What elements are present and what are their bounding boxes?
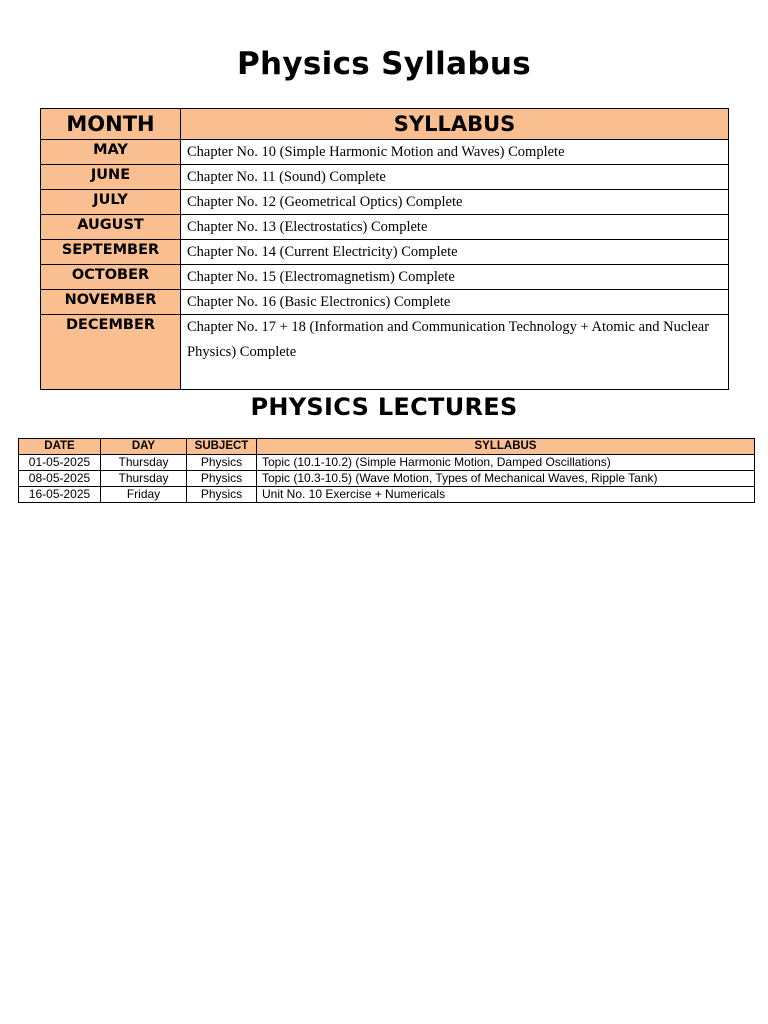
subject-cell: Physics <box>187 471 257 487</box>
day-column-header: DAY <box>101 439 187 455</box>
syllabus-cell: Chapter No. 12 (Geometrical Optics) Complete <box>181 190 729 215</box>
syllabus-cell: Chapter No. 11 (Sound) Complete <box>181 165 729 190</box>
table-row <box>41 215 729 240</box>
table-row <box>41 290 729 315</box>
month-cell: OCTOBER <box>41 265 181 290</box>
page-title: Physics Syllabus <box>237 46 531 82</box>
day-cell: Thursday <box>101 455 187 471</box>
month-cell: AUGUST <box>41 215 181 240</box>
table-row <box>41 140 729 165</box>
syllabus-cell: Topic (10.1-10.2) (Simple Harmonic Motion, Damped Oscillations) <box>257 455 755 471</box>
month-cell: DECEMBER <box>41 315 181 390</box>
syllabus-header-row <box>41 109 729 140</box>
syllabus-cell: Chapter No. 17 + 18 (Information and Communication Technology + Atomic and Nuclear Physics) Complete <box>181 315 729 390</box>
syllabus-cell: Chapter No. 14 (Current Electricity) Complete <box>181 240 729 265</box>
syllabus-cell: Chapter No. 13 (Electrostatics) Complete <box>181 215 729 240</box>
day-cell: Thursday <box>101 471 187 487</box>
month-cell: SEPTEMBER <box>41 240 181 265</box>
month-column-header: MONTH <box>41 109 181 140</box>
subject-cell: Physics <box>187 455 257 471</box>
date-cell: 01-05-2025 <box>19 455 101 471</box>
lectures-title: PHYSICS LECTURES <box>250 393 518 421</box>
table-row <box>41 165 729 190</box>
table-row <box>41 315 729 390</box>
syllabus-column-header: SYLLABUS <box>181 109 729 140</box>
syllabus-cell: Topic (10.3-10.5) (Wave Motion, Types of Mechanical Waves, Ripple Tank) <box>257 471 755 487</box>
subject-cell: Physics <box>187 487 257 503</box>
table-row <box>19 471 755 487</box>
date-cell: 16-05-2025 <box>19 487 101 503</box>
month-cell: JULY <box>41 190 181 215</box>
month-cell: MAY <box>41 140 181 165</box>
lectures-header-row <box>19 439 755 455</box>
table-row <box>41 240 729 265</box>
month-cell: JUNE <box>41 165 181 190</box>
date-column-header: DATE <box>19 439 101 455</box>
table-row <box>41 265 729 290</box>
lectures-table <box>18 438 755 503</box>
subject-column-header: SUBJECT <box>187 439 257 455</box>
day-cell: Friday <box>101 487 187 503</box>
syllabus-cell: Unit No. 10 Exercise + Numericals <box>257 487 755 503</box>
syllabus-cell: Chapter No. 15 (Electromagnetism) Complete <box>181 265 729 290</box>
table-row <box>19 487 755 503</box>
syllabus-cell: Chapter No. 10 (Simple Harmonic Motion and Waves) Complete <box>181 140 729 165</box>
month-cell: NOVEMBER <box>41 290 181 315</box>
table-row <box>19 455 755 471</box>
syllabus-cell: Chapter No. 16 (Basic Electronics) Complete <box>181 290 729 315</box>
syllabus-table <box>40 108 729 390</box>
syllabus-column-header: SYLLABUS <box>257 439 755 455</box>
table-row <box>41 190 729 215</box>
date-cell: 08-05-2025 <box>19 471 101 487</box>
